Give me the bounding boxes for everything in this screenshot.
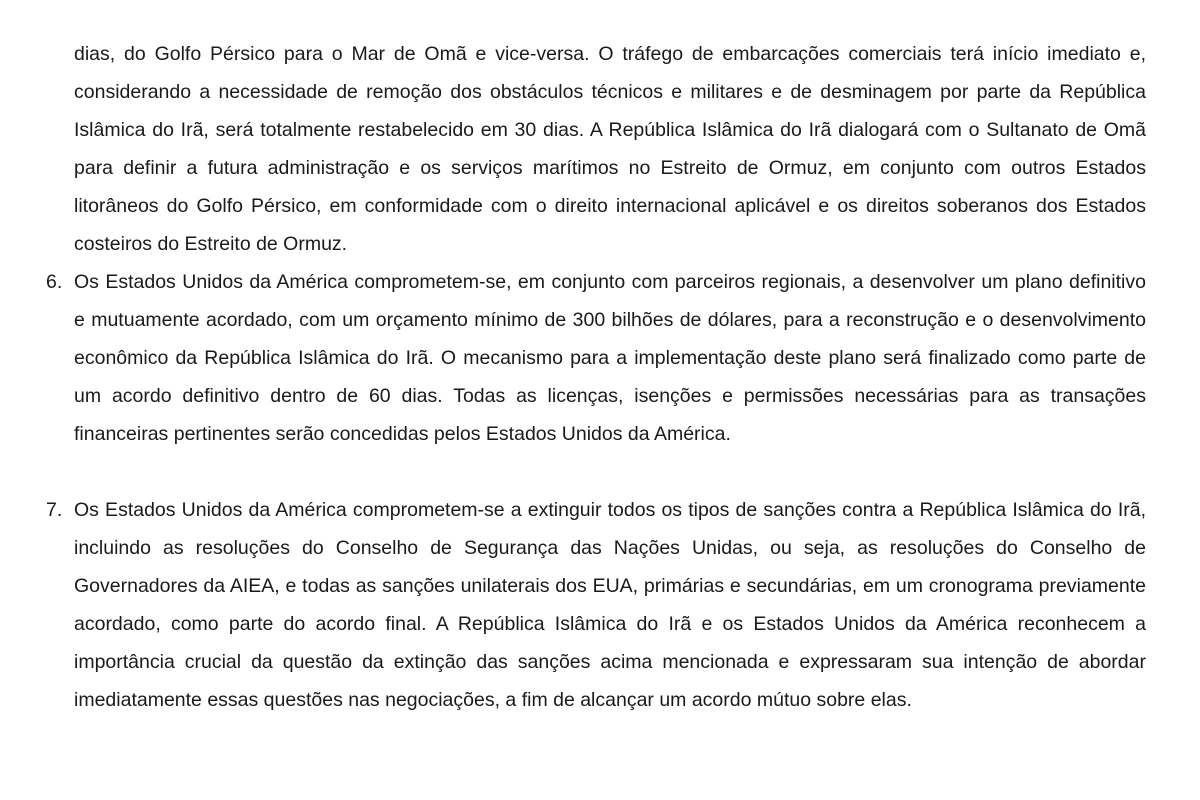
list-number-6: 6. [46,271,63,293]
list-item-6-text: Os Estados Unidos da América comprometem-se, em conjunto com parceiros regionais, a desenvolver um plano definitivo e mutuamente acordado, com um orçamento mínimo de 300 bilhões de dólares, para a reconstrução e o desenvolvimento econômico da República Islâmica do Irã. O mecanismo para a implementação deste plano será finalizado como parte de um acordo definitivo dentro de 60 dias. Todas as licenças, isenções e permissões necessárias para as transações financeiras pertinentes serão concedidas pelos Estados Unidos da América. [74,271,1146,445]
list-number-7: 7. [46,499,63,521]
paragraph-continuation: dias, do Golfo Pérsico para o Mar de Omã e vice-versa. O tráfego de embarcações comerciais terá início imediato e, considerando a necessidade de remoção dos obstáculos técnicos e militares e de desminagem por parte da República Islâmica do Irã, será totalmente restabelecido em 30 dias. A República Islâmica do Irã dialogará com o Sultanato de Omã para definir a futura administração e os serviços marítimos no Estreito de Ormuz, em conjunto com outros Estados litorâneos do Golfo Pérsico, em conformidade com o direito internacional aplicável e os direitos soberanos dos Estados costeiros do Estreito de Ormuz. [74,43,1146,255]
list-item-7-text: Os Estados Unidos da América comprometem-se a extinguir todos os tipos de sanções contra a República Islâmica do Irã, incluindo as resoluções do Conselho de Segurança das Nações Unidas, ou seja, as resoluções do Conselho de Governadores da AIEA, e todas as sanções unilaterais dos EUA, primárias e secundárias, em um cronograma previamente acordado, como parte do acordo final. A República Islâmica do Irã e os Estados Unidos da América reconhecem a importância crucial da questão da extinção das sanções acima mencionada e expressaram sua intenção de abordar imediatamente essas questões nas negociações, a fim de alcançar um acordo mútuo sobre elas. [74,499,1146,711]
